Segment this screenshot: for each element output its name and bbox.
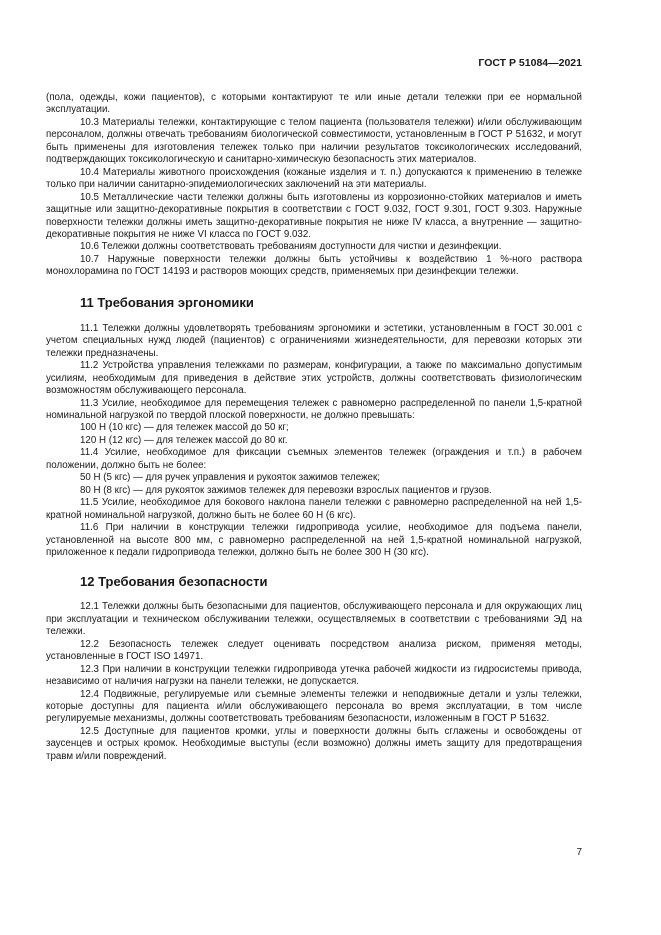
paragraph-11-1: 11.1 Тележки должны удовлетворять требованиям эргономики и эстетики, установленным в ГОСТ 30.001 с учетом специальных нужд людей (пациентов) с ограничениями жизнедеятельности, для перевозки которых эти тележки предназначены. (46, 322, 582, 359)
paragraph-12-5: 12.5 Доступные для пациентов кромки, углы и поверхности должны быть сглажены и освобождены от заусенцев и острых кромок. Необходимые выступы (если возможно) должны иметь защиту для предотвращения травм и/или повреждений. (46, 725, 582, 762)
paragraph-11-2: 11.2 Устройства управления тележками по размерам, конфигурации, а также по максимально допустимым усилиям, необходимым для приведения в действие этих устройств, должны соответствовать физиологическим возможностям обслуживающего персонала. (46, 360, 582, 397)
paragraph-12-4: 12.4 Подвижные, регулируемые или съемные элементы тележки и неподвижные детали и узлы тележки, которые доступны для пациента и/или обслуживающего персонала во время эксплуатации, в том числе регулируемые механизмы, должны соответствовать требованиям безопасности, изложенным в ГОСТ Р 51632. (46, 688, 582, 725)
section-12-title: 12 Требования безопасности (80, 574, 268, 590)
paragraph-12-3: 12.3 При наличии в конструкции тележки гидропривода утечка рабочей жидкости из гидросистемы привода, независимо от наличия нагрузки на панели тележки, не допускается. (46, 663, 582, 688)
paragraph-11-3: 11.3 Усилие, необходимое для перемещения тележек с равномерно распределенной по панели 1,5-кратной номинальной нагрузкой по твердой плоской поверхности, не должно превышать: (46, 397, 582, 421)
document-header: ГОСТ Р 51084—2021 (478, 57, 582, 69)
paragraph-11-5: 11.5 Усилие, необходимое для бокового наклона панели тележки с равномерно распределенной на ней 1,5-кратной номинальной нагрузкой, должно быть не более 60 Н (6 кгс). (46, 497, 582, 521)
paragraph-12-2: 12.2 Безопасность тележек следует оценивать посредством анализа риском, применяя методы, установленные в ГОСТ ISO 14971. (46, 638, 582, 663)
paragraph-10-3: 10.3 Материалы тележки, контактирующие с телом пациента (пользователя тележки) и/или обслуживающим персоналом, должны отвечать требованиям биологической совместимости, установленным в ГОСТ Р 51632, и могут быть применены для изготовления тележек только при наличии результатов токсикологических исследований, подтверждающих токсикологическую и санитарно-химическую безопасность этих материалов. (46, 116, 582, 166)
document-body (46, 92, 582, 763)
paragraph-11-6: 11.6 При наличии в конструкции тележки гидропривода усилие, необходимое для подъема панели, установленной на высоте 800 мм, с равномерно распределенной на ней 1,5-кратной номинальной нагрузкой, приложенное к педали гидропривода тележки, должно быть не более 300 Н (30 кгс). (46, 522, 582, 558)
paragraph-10-4: 10.4 Материалы животного происхождения (кожаные изделия и т. п.) допускаются к применению в тележке только при наличии санитарно-эпидемиологических заключений на эти материалы. (46, 166, 582, 191)
paragraph-10-5: 10.5 Металлические части тележки должны быть изготовлены из коррозионно-стойких материалов и иметь защитные или защитно-декоративные покрытия в соответствии с ГОСТ 9.032, ГОСТ 9.301, ГОСТ 9.303. Наружные поверхности тележки должны иметь защитно-декоративные покрытия не ниже IV класса, а внутренние — защитно-декоративные покрытия не ниже VI класса по ГОСТ 9.032. (46, 191, 582, 240)
paragraph-10-6: 10.6 Тележки должны соответствовать требованиям доступности для чистки и дезинфекции. (80, 241, 502, 253)
list-item-11-4-a: 50 Н (5 кгс) — для ручек управления и рукояток зажимов тележек; (80, 472, 380, 484)
paragraph-11-4: 11.4 Усилие, необходимое для фиксации съемных элементов тележек (ограждения и т.п.) в рабочем положении, должно быть не более: (46, 447, 582, 471)
paragraph-12-1: 12.1 Тележки должны быть безопасными для пациентов, обслуживающего персонала и для окружающих лиц при эксплуатации и техническом обслуживании тележки, осуществляемых в соответствии с требованиями ЭД на тележки. (46, 601, 582, 638)
section-11-title: 11 Требования эргономики (80, 294, 254, 310)
list-item-11-4-b: 80 Н (8 кгс) — для рукояток зажимов тележек для перевозки взрослых пациентов и грузов. (80, 484, 492, 496)
paragraph-continuation: (пола, одежды, кожи пациентов), с которыми контактируют те или иные детали тележки при ее нормальной эксплуатации. (46, 92, 582, 116)
page-number: 7 (576, 847, 582, 858)
paragraph-10-7: 10.7 Наружные поверхности тележки должны быть устойчивы к воздействию 1 %-ного раствора монохлорамина по ГОСТ 14193 и растворов моющих средств, применяемых при дезинфекции тележки. (46, 253, 582, 278)
list-item-11-3-b: 120 Н (12 кгс) — для тележек массой до 80 кг. (80, 434, 288, 446)
list-item-11-3-a: 100 Н (10 кгс) — для тележек массой до 50 кг; (80, 422, 289, 434)
